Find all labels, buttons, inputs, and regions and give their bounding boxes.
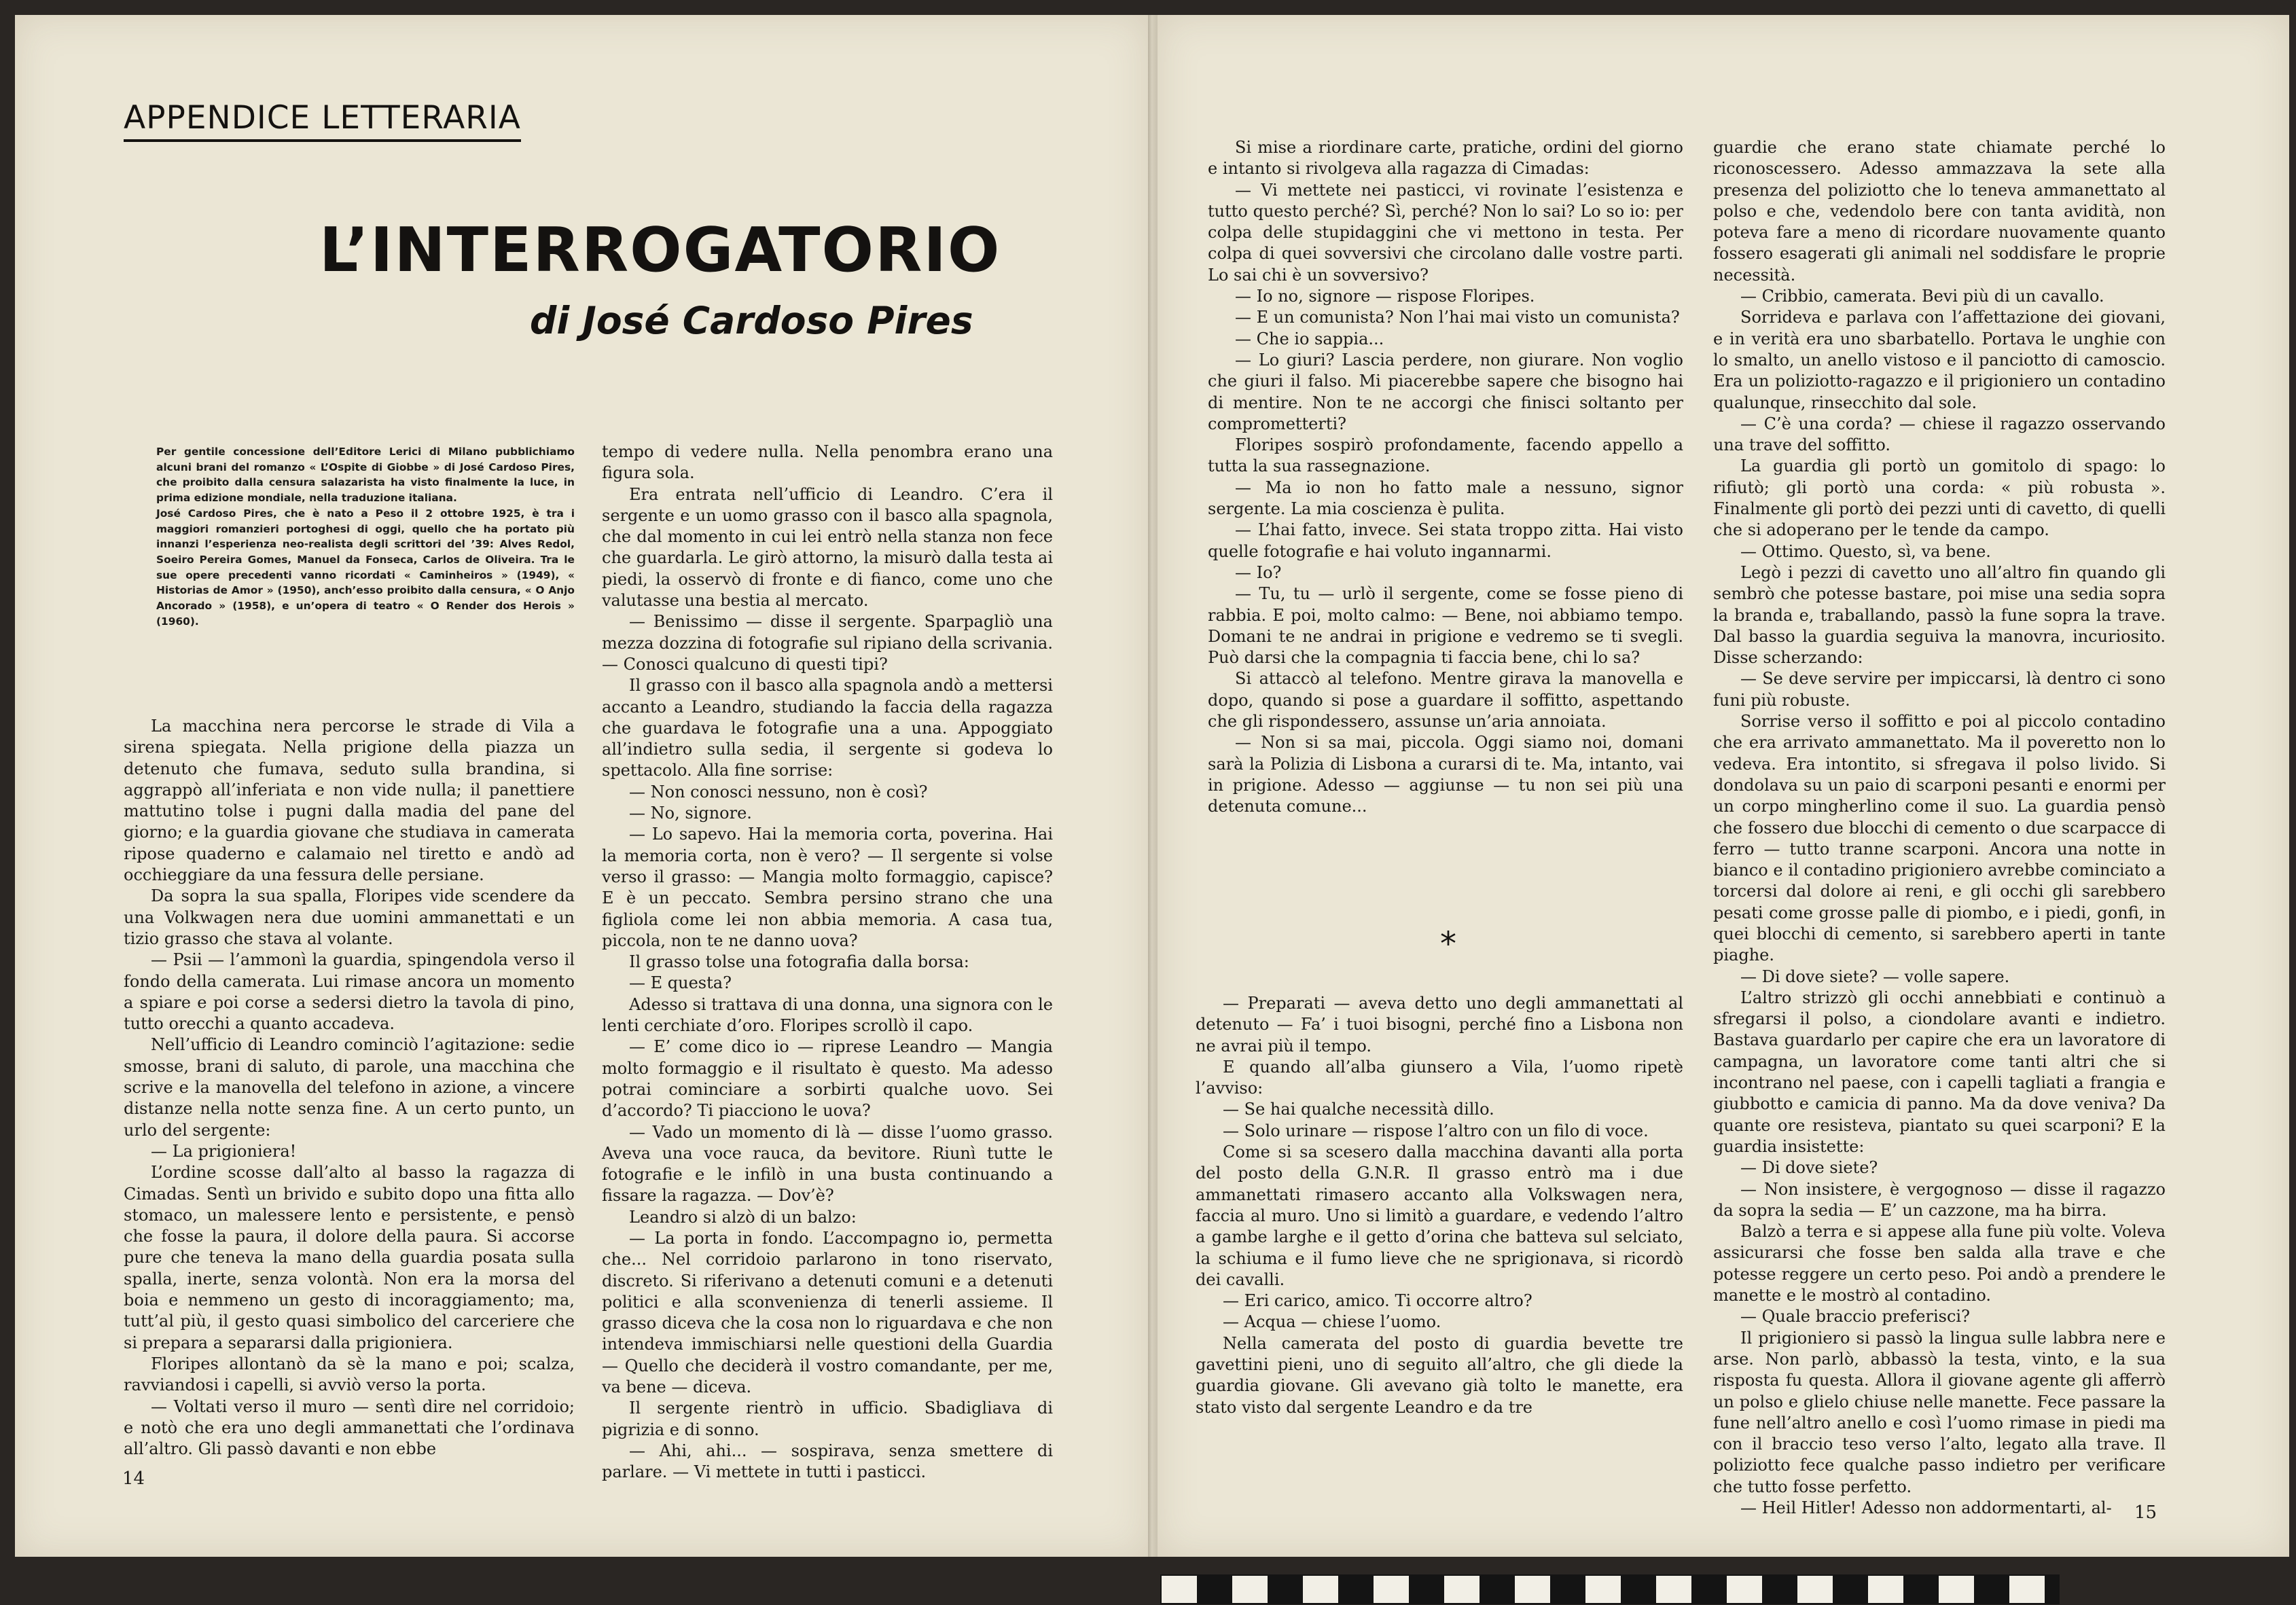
paragraph: — Benissimo — disse il sergente. Sparpagliò una mezza dozzina di fotografie sul ripiano della scrivania. — Conosci qualcuno di questi tipi? [602, 612, 1053, 674]
paragraph: Nell’ufficio di Leandro cominciò l’agitazione: sedie smosse, brani di saluto, di parole, una macchina che scrive e la manovella del telefono in azione, a vincere distanze nella notte senza fine. A un certo punto, un urlo del sergente: [124, 1035, 575, 1140]
paragraph: L’altro strizzò gli occhi annebbiati e continuò a sfregarsi il polso, a ciondolare avanti e indietro. Bastava guardarlo per capire che era un lavoratore di campagna, un lavoratore come tanti altri che si incontrano nel paese, con i capelli tagliati a frangia e giubbotto e camicia di panno. Ma da dove veniva? Da quante ore resisteva, piantato su quei scarponi? E la guardia insistette: [1713, 988, 2166, 1156]
text-column-right-2 [1196, 993, 1683, 1418]
paragraph: — L’hai fatto, invece. Sei stata troppo zitta. Hai visto quelle fotografie e hai voluto ingannarmi. [1208, 520, 1683, 561]
paragraph: — Tu, tu — urlò il sergente, come se fosse pieno di rabbia. E poi, molto calmo: — Bene, noi abbiamo tempo. Domani te ne andrai in prigione e vedremo se ti svegli. Può darsi che la compagnia ti faccia bene, chi lo sa? [1208, 584, 1683, 668]
article-byline: di José Cardoso Pires [530, 299, 973, 342]
page-number-right: 15 [2134, 1502, 2157, 1523]
text-column-left-2 [602, 441, 1053, 1483]
paragraph: Il sergente rientrò in ufficio. Sbadigliava di pigrizia e di sonno. [602, 1399, 1053, 1439]
paragraph: Si mise a riordinare carte, pratiche, ordini del giorno e intanto si rivolgeva alla ragazza di Cimadas: [1208, 138, 1683, 179]
paragraph: — La porta in fondo. L’accompagno io, permetta che... Nel corridoio parlarono in tono riservato, discreto. Si riferivano a detenuti comuni e a detenuti politici e alla sconvenienza di tenerli assieme. Il grasso diceva che la cosa non lo riguardava e che non intendeva immischiarsi nelle questioni della Guardia — Quello che deciderà il vostro comandante, per me, va bene — diceva. [602, 1228, 1053, 1397]
paragraph: — Lo giuri? Lascia perdere, non giurare. Non voglio che giuri il falso. Mi piacerebbe sapere che bisogno hai di mentire. Non te ne accorgi che finisci soltanto per comprometterti? [1208, 350, 1683, 433]
paragraph: — Se hai qualche necessità dillo. [1223, 1100, 1494, 1119]
paragraph: — Ma io non ho fatto male a nessuno, signor sergente. La mia coscienza è pulita. [1208, 477, 1683, 519]
paragraph: — Quale braccio preferisci? [1740, 1307, 1970, 1327]
paragraph: — C’è una corda? — chiese il ragazzo osservando una trave del soffitto. [1713, 414, 2166, 455]
intro-paragraph: José Cardoso Pires, che è nato a Peso il 2 ottobre 1925, è tra i maggiori romanzieri portoghesi di oggi, quello che ha portato più innanzi l’esperienza neo-realista degli scrittori del ’39: Alves Redol, Soeiro Pereira Gomes, Manuel da Fonseca, Carlos de Oliveira. Tra le sue opere precedenti vanno ricordati « Caminheiros » (1949), « Historias de Amor » (1950), anch’esso proibito dalla censura, « O Anjo Ancorado » (1958), e un’opera di teatro « O Render dos Herois » (1960). [156, 507, 575, 628]
paragraph: — Cribbio, camerata. Bevi più di un cavallo. [1740, 287, 2104, 306]
paragraph: — Io? [1235, 562, 1282, 582]
paragraph: Sorrise verso il soffitto e poi al piccolo contadino che era arrivato ammanettato. Ma il poveretto non lo vedeva. Era intontito, si sfregava il polso livido. Si dondolava su un paio di scarponi pesanti e enormi per un corpo mingherlino come il suo. La guardia pensò che fossero due blocchi di cemento o due scarpacce di ferro — tutto tranne scarponi. Ancora una notte in bianco e il contadino prigioniero avrebbe cominciato a torcersi dal dolore ai reni, e gli occhi gli sarebbero pesati come grosse palle di piombo, e i piedi, gonfi, in quei blocchi di cemento, si sarebbero aperti in tante piaghe. [1713, 712, 2166, 965]
paragraph: guardie che erano state chiamate perché lo riconoscessero. Adesso ammazzava la sete alla presenza del poliziotto che lo teneva ammanettato al polso e che, vedendolo bere con tanta avidità, non poteva fare a meno di ricordare nuovamente quanto fossero esagerati gli animali nel soddisfare le proprie necessità. [1713, 138, 2166, 285]
paragraph: — Heil Hitler! Adesso non addormentarti, al- [1740, 1498, 2112, 1517]
paragraph: Adesso si trattava di una donna, una signora con le lenti cerchiate d’oro. Floripes scrollò il capo. [602, 994, 1053, 1036]
paragraph: Leandro si alzò di un balzo: [629, 1207, 857, 1227]
text-column-right-1 [1208, 137, 1683, 818]
binding-gutter [1148, 15, 1158, 1557]
paragraph: — Io no, signore — rispose Floripes. [1235, 287, 1535, 306]
paragraph: tempo di vedere nulla. Nella penombra erano una figura sola. [602, 442, 1053, 483]
scale-ruler [1160, 1574, 2060, 1604]
paragraph: Era entrata nell’ufficio di Leandro. C’era il sergente e un uomo grasso con il basco alla spagnola, che dal momento in cui lei entrò nella stanza non fece che guardarla. Le girò attorno, la misurò dalla testa ai piedi, la osservò di fronte e di fianco, come uno che valutasse una bestia al mercato. [602, 484, 1053, 611]
paragraph: L’ordine scosse dall’alto al basso la ragazza di Cimadas. Sentì un brivido e subito dopo una fitta allo stomaco, un malessere lento e persistente, e pensò che fosse la paura, il dolore della paura. Si accorse pure che teneva la mano della guardia posata sulla spalla, inerte, senza volontà. Non era la morsa del boia e nemmeno un gesto di incoraggiamento; ma, tutt’al più, il gesto quasi simbolico del carceriere che si prepara a separarsi dalla prigioniera. [124, 1163, 575, 1352]
paragraph: — E questa? [629, 973, 732, 993]
paragraph: — Che io sappia... [1235, 329, 1384, 348]
section-break-asterisk: * [1440, 925, 1456, 963]
page-number-left: 14 [122, 1468, 145, 1489]
article-title: L’INTERROGATORIO [319, 215, 1001, 286]
paragraph: — Ahi, ahi... — sospirava, senza smettere di parlare. — Vi mettete in tutti i pasticci. [602, 1441, 1053, 1482]
paragraph: Floripes allontanò da sè la mano e poi; scalza, ravviandosi i capelli, si avviò verso la porta. [124, 1354, 575, 1395]
paragraph: Si attaccò al telefono. Mentre girava la manovella e dopo, quando si pose a guardare il soffitto, aspettando che gli rispondessero, assunse un’aria annoiata. [1208, 669, 1683, 732]
paragraph: La macchina nera percorse le strade di Vila a sirena spiegata. Nella prigione della piazza un detenuto che fumava, seduto sulla brandina, si aggrappò all’inferiata e non vide nulla; il panettiere mattutino tolse i pugni dalla madia del pane del giorno; e la guardia giovane che studiava in camerata ripose quaderno e calamaio nel tiretto e andò ad occhieggiare da una fessura delle persiane. [124, 717, 575, 885]
section-header: APPENDICE LETTERARIA [124, 99, 521, 142]
paragraph: — No, signore. [629, 804, 752, 823]
text-column-right-3 [1713, 137, 2166, 1519]
paragraph: — La prigioniera! [151, 1141, 297, 1161]
paragraph: E quando all’alba giunsero a Vila, l’uomo ripetè l’avviso: [1196, 1057, 1683, 1098]
paragraph: — E un comunista? Non l’hai mai visto un comunista? [1235, 308, 1680, 327]
paragraph: Il prigioniero si passò la lingua sulle labbra nere e arse. Non parlò, abbassò la testa, vinto, e la sua risposta fu questa. Allora il giovane agente gli afferrò un polso e glielo chiuse nelle manette. Fece passare la fune nell’altro anello e così l’uomo rimase in piedi ma con il braccio teso verso l’alto, legato alla trave. Il poliziotto fece qualche passo indietro per verificare che tutto fosse perfetto. [1713, 1328, 2166, 1496]
paragraph: Come si sa scesero dalla macchina davanti alla porta del posto della G.N.R. Il grasso entrò ma i due ammanettati rimasero accanto alla Volkswagen nera, faccia al muro. Uno si limitò a guardare, e vedendo l’altro a gambe larghe e il getto d’orina che batteva sul selciato, la schiuma e il fumo lieve che ne sprigionava, si ricordò dei cavalli. [1196, 1142, 1683, 1289]
intro-note [156, 444, 575, 629]
paragraph: Il grasso tolse una fotografia dalla borsa: [629, 952, 969, 972]
paragraph: — Non conosci nessuno, non è così? [629, 782, 928, 801]
intro-paragraph: Per gentile concessione dell’Editore Lerici di Milano pubblichiamo alcuni brani del romanzo « L’Ospite di Giobbe » di José Cardoso Pires, che proibito dalla censura salazarista ha visto finalmente la luce, in prima edizione mondiale, nella traduzione italiana. [156, 446, 575, 505]
paragraph: — Lo sapevo. Hai la memoria corta, poverina. Hai la memoria corta, non è vero? — Il sergente si volse verso il grasso: — Mangia molto formaggio, capisce? E è un peccato. Sembra persino strano che una figliola come lei non abbia memoria. A casa tua, piccola, non te ne danno uova? [602, 825, 1053, 950]
paragraph: — Vado un momento di là — disse l’uomo grasso. Aveva una voce rauca, da bevitore. Riunì tutte le fotografie e le infilò in una busta continuando a fissare la ragazza. — Dov’è? [602, 1122, 1053, 1206]
paragraph: — Preparati — aveva detto uno degli ammanettati al detenuto — Fa’ i tuoi bisogni, perché fino a Lisbona non ne avrai più il tempo. [1196, 994, 1683, 1056]
paragraph: Legò i pezzi di cavetto uno all’altro fin quando gli sembrò che potesse bastare, poi mise una sedia sopra la branda e, traballando, passò la fune sopra la trave. Dal basso la guardia seguiva la manovra, incuriosito. Disse scherzando: [1713, 562, 2166, 668]
paragraph: Sorrideva e parlava con l’affettazione dei giovani, e in verità era uno sbarbatello. Portava le unghie con lo smalto, un anello vistoso e il panciotto di camoscio. Era un poliziotto-ragazzo e il prigioniero un contadino qualunque, rinsecchito dal sole. [1713, 308, 2166, 412]
paragraph: — Di dove siete? [1740, 1158, 1878, 1178]
paragraph: — Eri carico, amico. Ti occorre altro? [1223, 1291, 1532, 1311]
text-column-left-1 [124, 716, 575, 1460]
paragraph: — Di dove siete? — volle sapere. [1740, 967, 2010, 986]
paragraph: — Psii — l’ammonì la guardia, spingendola verso il fondo della camerata. Lui rimase ancora un momento a spiare e poi corse a sedersi dietro la tavola di pino, tutto orecchi a quanto accadeva. [124, 950, 575, 1034]
paragraph: Nella camerata del posto di guardia bevette tre gavettini pieni, uno di seguito all’altro, che gli diede la guardia giovane. Gli avevano già tolto le manette, era stato visto dal sergente Leandro e da tre [1196, 1333, 1683, 1417]
paragraph: — E’ come dico io — riprese Leandro — Mangia molto formaggio e il risultato è questo. Ma adesso potrai cominciare a sorbirti qualche uovo. Sei d’accordo? Ti piacciono le uova? [602, 1037, 1053, 1121]
paragraph: Floripes sospirò profondamente, facendo appello a tutta la sua rassegnazione. [1208, 435, 1683, 476]
paragraph: La guardia gli portò un gomitolo di spago: lo rifiutò; gli portò una corda: « più robusta ». Finalmente gli portò dei pezzi unti di cavetto, di quelli che si adoperano per le tende da campo. [1713, 456, 2166, 540]
paragraph: — Se deve servire per impiccarsi, là dentro ci sono funi più robuste. [1713, 669, 2166, 710]
paragraph: — Voltati verso il muro — sentì dire nel corridoio; e notò che era uno degli ammanettati che l’ordinava all’altro. Gli passò davanti e non ebbe [124, 1396, 575, 1459]
paragraph: — Ottimo. Questo, sì, va bene. [1740, 541, 1991, 561]
paragraph: Il grasso con il basco alla spagnola andò a mettersi accanto a Leandro, studiando la faccia della ragazza che guardava le fotografie una a una. Appoggiato all’indietro sulla sedia, il sergente si godeva lo spettacolo. Alla fine sorrise: [602, 676, 1053, 780]
paragraph: Da sopra la sua spalla, Floripes vide scendere da una Volkwagen nera due uomini ammanettati e un tizio grasso che stava al volante. [124, 886, 575, 948]
paragraph: — Vi mettete nei pasticci, vi rovinate l’esistenza e tutto questo perché? Sì, perché? Non lo sai? Lo so io: per colpa delle stupidaggini che vi mettono in testa. Per colpa di quei sovversivi che circolano dalle vostre parti. Lo sai chi è un sovversivo? [1208, 180, 1683, 285]
paragraph: — Non insistere, è vergognoso — disse il ragazzo da sopra la sedia — E’ un cazzone, ma ha birra. [1713, 1179, 2166, 1220]
paragraph: Balzò a terra e si appese alla fune più volte. Voleva assicurarsi che fosse ben salda alla trave e che potesse reggere un certo peso. Poi andò a prendere le manette e le mostrò al contadino. [1713, 1222, 2166, 1305]
paragraph: — Acqua — chiese l’uomo. [1223, 1312, 1441, 1332]
paragraph: — Non si sa mai, piccola. Oggi siamo noi, domani sarà la Polizia di Lisbona a curarsi di te. Ma, intanto, vai in prigione. Adesso — aggiunse — tu non sei più una detenuta comune... [1208, 733, 1683, 816]
paragraph: — Solo urinare — rispose l’altro con un filo di voce. [1223, 1121, 1649, 1140]
